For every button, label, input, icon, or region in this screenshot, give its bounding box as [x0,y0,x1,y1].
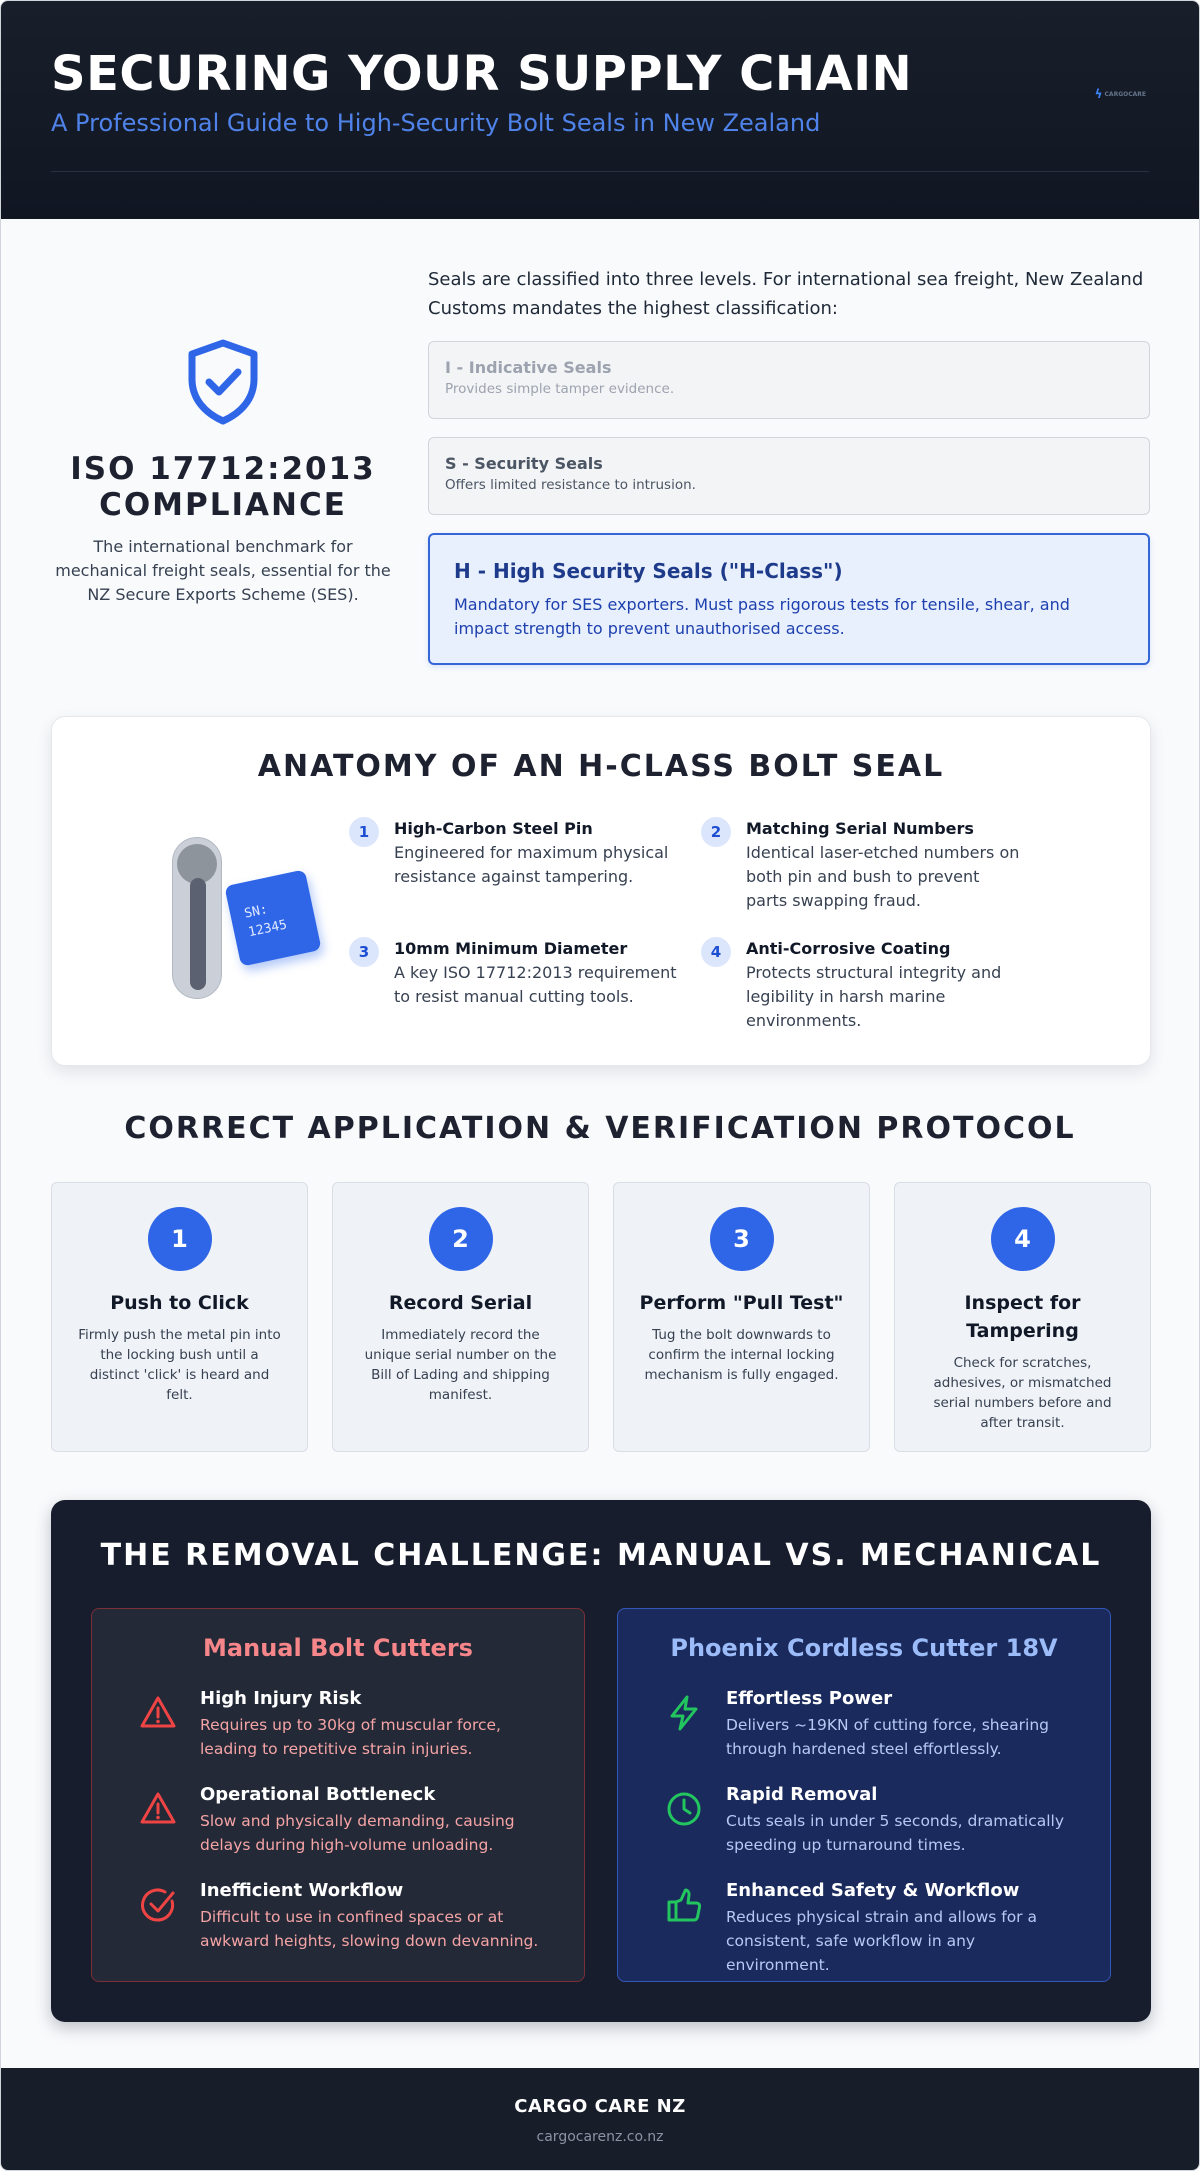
comparison-item [120,1687,556,1761]
feature-title: Matching Serial Numbers [746,819,974,838]
comparison-item [646,1687,1082,1761]
serial-tag [224,869,321,966]
warning-icon [138,1789,178,1829]
logo-bolt-icon: ϟ [1094,87,1103,101]
item-description: Difficult to use in confined spaces or at awkward heights, slowing down devanning. [200,1908,539,1950]
feature-description: Protects structural integrity and legibility in harsh marine environments. [746,963,1002,1030]
seal-pin-icon [172,837,222,999]
feature-description: Engineered for maximum physical resistance against tampering. [394,843,669,886]
iso-compliance-panel [51,339,395,607]
protocol-step-card [894,1182,1151,1452]
level-description: Provides simple tamper evidence. [445,381,675,397]
level-title: I - Indicative Seals [445,358,612,377]
comparison-item [646,1879,1082,1977]
item-title: Rapid Removal [726,1784,878,1805]
cargo-care-logo [1095,87,1146,101]
page-subtitle: A Professional Guide to High-Security Bolt Seals in New Zealand [51,109,821,137]
step-number-badge: 2 [429,1207,493,1271]
item-description: Requires up to 30kg of muscular force, leading to repetitive strain injuries. [200,1716,501,1758]
comparison-item [646,1783,1082,1857]
shield-check-icon [186,339,260,425]
serial-tag-number: 12345 [247,917,289,941]
anatomy-feature [701,937,1021,1033]
pin-shaft [190,878,206,990]
feature-title: 10mm Minimum Diameter [394,939,628,958]
step-title: Inspect for Tampering [964,1292,1081,1342]
level-security-card [428,437,1150,515]
footer-website-link[interactable]: cargocarenz.co.nz [536,2129,664,2145]
item-title: High Injury Risk [200,1688,362,1709]
anatomy-feature [701,817,1021,913]
feature-title: High-Carbon Steel Pin [394,819,593,838]
phoenix-cutter-column [617,1608,1111,1982]
levels-intro: Seals are classified into three levels. For international sea freight, New Zealand Customs mandates the highest classification: [428,269,1144,319]
protocol-step-card [332,1182,589,1452]
iso-heading: ISO 17712:2013 COMPLIANCE [70,451,376,523]
protocol-heading: CORRECT APPLICATION & VERIFICATION PROTOCOL [124,1111,1076,1146]
header-divider [51,171,1149,172]
level-high-security-card [428,533,1150,665]
page-title: SECURING YOUR SUPPLY CHAIN [51,46,913,102]
thumbs-up-icon [664,1885,704,1925]
protocol-steps [51,1182,1151,1452]
step-title: Push to Click [110,1292,249,1314]
step-number-badge: 1 [148,1207,212,1271]
logo-text: CARGOCARE [1104,90,1146,98]
item-title: Operational Bottleneck [200,1784,436,1805]
item-title: Enhanced Safety & Workflow [726,1880,1020,1901]
feature-number-badge: 4 [701,937,731,967]
manual-cutters-column [91,1608,585,1982]
comparison-item [120,1879,556,1953]
item-title: Inefficient Workflow [200,1880,404,1901]
item-description: Reduces physical strain and allows for a consistent, safe workflow in any environment. [726,1908,1037,1974]
level-indicative-card [428,341,1150,419]
check-circle-icon [138,1885,178,1925]
iso-section [1,219,1199,694]
step-title: Perform "Pull Test" [639,1292,844,1314]
seal-levels-panel [428,265,1150,665]
lightning-icon [664,1693,704,1733]
column-title: Phoenix Cordless Cutter 18V [670,1634,1058,1662]
footer [1,2068,1199,2171]
bolt-seal-illustration [172,837,332,1007]
feature-number-badge: 1 [349,817,379,847]
level-title: H - High Security Seals ("H-Class") [454,559,843,583]
feature-title: Anti-Corrosive Coating [746,939,951,958]
protocol-step-card [613,1182,870,1452]
anatomy-feature [349,937,679,1009]
item-description: Delivers ~19KN of cutting force, shearing through hardened steel effortlessly. [726,1716,1049,1758]
removal-challenge-section [51,1500,1151,2022]
removal-heading: THE REMOVAL CHALLENGE: MANUAL VS. MECHANICAL [100,1538,1102,1573]
feature-description: Identical laser-etched numbers on both pin and bush to prevent parts swapping fraud. [746,843,1020,910]
step-number-badge: 3 [710,1207,774,1271]
level-title: S - Security Seals [445,454,603,473]
header [1,1,1199,219]
step-title: Record Serial [388,1292,533,1314]
comparison-item [120,1783,556,1857]
iso-description: The international benchmark for mechanical freight seals, essential for the NZ Secure Exports Scheme (SES). [55,537,391,604]
feature-number-badge: 3 [349,937,379,967]
step-description: Tug the bolt downwards to confirm the internal locking mechanism is fully engaged. [644,1327,839,1383]
item-title: Effortless Power [726,1688,893,1709]
warning-icon [138,1693,178,1733]
item-description: Slow and physically demanding, causing delays during high-volume unloading. [200,1812,515,1854]
level-description: Offers limited resistance to intrusion. [445,477,696,493]
step-description: Immediately record the unique serial number on the Bill of Lading and shipping manifest. [364,1327,557,1403]
serial-tag-label: SN: [243,902,270,922]
step-description: Firmly push the metal pin into the locking bush until a distinct 'click' is heard and felt. [78,1327,281,1403]
anatomy-feature [349,817,679,889]
anatomy-heading: ANATOMY OF AN H-CLASS BOLT SEAL [257,749,945,784]
feature-description: A key ISO 17712:2013 requirement to resist manual cutting tools. [394,963,677,1006]
step-number-badge: 4 [991,1207,1055,1271]
feature-number-badge: 2 [701,817,731,847]
item-description: Cuts seals in under 5 seconds, dramatically speeding up turnaround times. [726,1812,1065,1854]
level-description: Mandatory for SES exporters. Must pass rigorous tests for tensile, shear, and impact strength to prevent unauthorised access. [454,595,1070,638]
anatomy-card [51,716,1151,1066]
step-description: Check for scratches, adhesives, or mismatched serial numbers before and after transit. [933,1355,1112,1431]
footer-company-name: CARGO CARE NZ [514,2096,686,2117]
column-title: Manual Bolt Cutters [203,1634,473,1662]
protocol-step-card [51,1182,308,1452]
clock-icon [664,1789,704,1829]
